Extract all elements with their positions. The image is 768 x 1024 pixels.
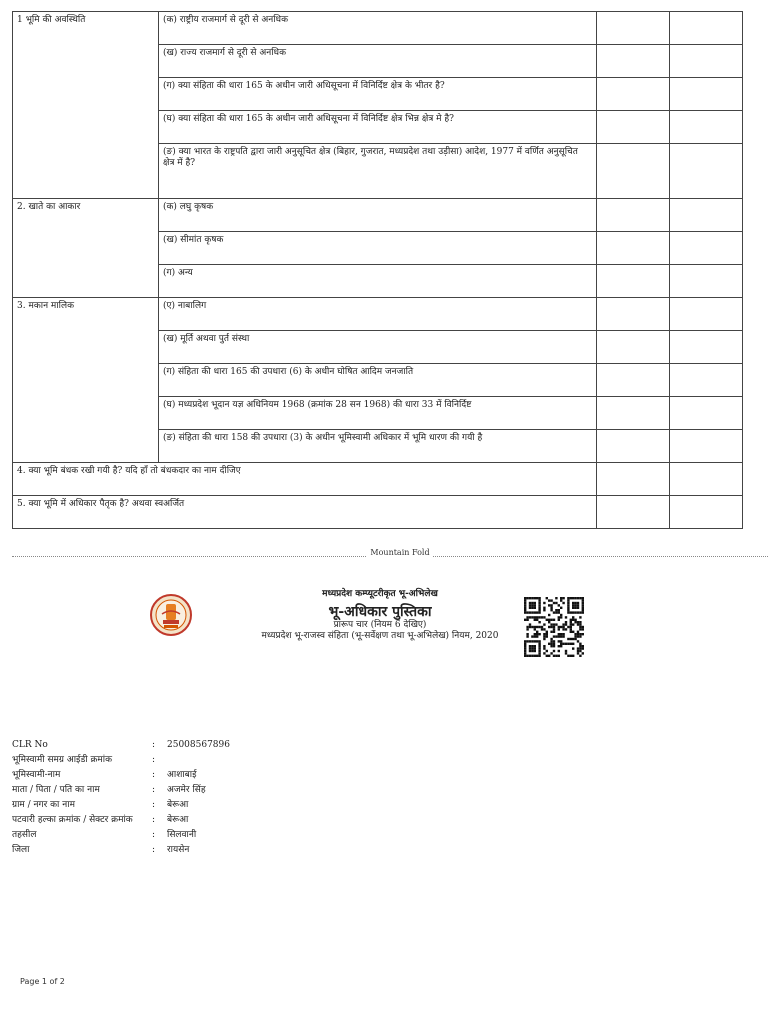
blank-cell bbox=[670, 397, 743, 430]
section-label: 3. मकान मालिक bbox=[13, 298, 159, 463]
detail-value: सिलवानी bbox=[167, 830, 197, 840]
blank-cell bbox=[670, 430, 743, 463]
blank-cell bbox=[597, 232, 670, 265]
detail-colon: : bbox=[152, 815, 156, 825]
section-label: 1 भूमि की अवस्थिति bbox=[13, 12, 159, 199]
blank-cell bbox=[670, 111, 743, 144]
option-cell: (ख) राज्य राजमार्ग से दूरी से अनधिक bbox=[159, 45, 597, 78]
option-cell: (ग) अन्य bbox=[159, 265, 597, 298]
detail-row bbox=[12, 843, 512, 858]
detail-colon: : bbox=[152, 770, 156, 780]
option-cell: (ग) क्या संहिता की धारा 165 के अधीन जारी अधिसूचना में विनिर्दिष्ट क्षेत्र के भीतर है? bbox=[159, 78, 597, 111]
option-cell: (ख) मूर्ति अथवा पुर्त संस्था bbox=[159, 331, 597, 364]
header-org: मध्यप्रदेश कम्प्यूटरीकृत भू-अभिलेख bbox=[322, 589, 438, 599]
detail-row bbox=[12, 768, 512, 783]
blank-cell bbox=[670, 144, 743, 199]
section-label: 2. खाते का आकार bbox=[13, 199, 159, 298]
detail-label: तहसील bbox=[12, 830, 37, 840]
land-details-table bbox=[12, 11, 743, 529]
detail-label: भूमिस्वामी समग्र आईडी क्रमांक bbox=[12, 755, 113, 765]
blank-cell bbox=[670, 232, 743, 265]
detail-colon: : bbox=[152, 830, 156, 840]
blank-cell bbox=[670, 331, 743, 364]
blank-cell bbox=[597, 364, 670, 397]
blank-cell bbox=[597, 265, 670, 298]
table-row bbox=[13, 463, 743, 496]
blank-cell bbox=[597, 331, 670, 364]
header-rule: मध्यप्रदेश भू-राजस्व संहिता (भू-सर्वेक्षण तथा भू-अभिलेख) नियम, 2020 bbox=[261, 631, 499, 641]
blank-cell bbox=[597, 12, 670, 45]
question-cell: 5. क्या भूमि में अधिकार पैतृक है? अथवा स्वअर्जित bbox=[13, 496, 597, 529]
detail-colon: : bbox=[152, 845, 156, 855]
page-number: Page 1 of 2 bbox=[20, 977, 65, 986]
blank-cell bbox=[670, 265, 743, 298]
detail-colon: : bbox=[152, 785, 156, 795]
blank-cell bbox=[597, 144, 670, 199]
qr-code-icon bbox=[524, 597, 586, 657]
option-cell: (घ) मध्यप्रदेश भूदान यज्ञ अधिनियम 1968 (क्रमांक 28 सन 1968) की धारा 33 में विनिर्दिष्ट bbox=[159, 397, 597, 430]
blank-cell bbox=[670, 199, 743, 232]
detail-value: रायसेन bbox=[167, 845, 190, 855]
blank-cell bbox=[597, 496, 670, 529]
blank-cell bbox=[597, 45, 670, 78]
blank-cell bbox=[597, 199, 670, 232]
detail-row bbox=[12, 813, 512, 828]
detail-row bbox=[12, 738, 512, 753]
detail-row bbox=[12, 798, 512, 813]
table-row bbox=[13, 496, 743, 529]
option-cell: (ङ) संहिता की धारा 158 की उपधारा (3) के अधीन भूमिस्वामी अधिकार में भूमि धारण की गयी है bbox=[159, 430, 597, 463]
fold-label-text: Mountain Fold bbox=[367, 548, 432, 557]
question-cell: 4. क्या भूमि बंधक रखी गयी है? यदि हॉं तो बंधकदार का नाम दीजिए bbox=[13, 463, 597, 496]
owner-details bbox=[12, 738, 512, 858]
blank-cell bbox=[670, 364, 743, 397]
detail-row bbox=[12, 783, 512, 798]
blank-cell bbox=[670, 78, 743, 111]
document-header bbox=[230, 588, 530, 642]
detail-colon: : bbox=[152, 800, 156, 810]
detail-value: 25008567896 bbox=[167, 740, 230, 750]
detail-value: आशाबाई bbox=[167, 770, 197, 780]
option-cell: (ए) नाबालिग bbox=[159, 298, 597, 331]
table-row bbox=[13, 12, 743, 45]
blank-cell bbox=[597, 111, 670, 144]
option-cell: (ख) सीमांत कृषक bbox=[159, 232, 597, 265]
option-cell: (ङ) क्या भारत के राष्ट्रपति द्वारा जारी अनुसूचित क्षेत्र (बिहार, गुजरात, मध्यप्रदेश तथा उड़ीसा) आदेश, 1977 में वर्णित अनुसूचित क्षेत्र में है? bbox=[159, 144, 597, 199]
blank-cell bbox=[670, 463, 743, 496]
header-form: प्रारूप चार (नियम 6 देखिए) bbox=[333, 620, 427, 630]
blank-cell bbox=[670, 496, 743, 529]
detail-value: अजमेर सिंह bbox=[167, 785, 206, 795]
detail-label: भूमिस्वामी-नाम bbox=[12, 770, 61, 780]
detail-label: माता / पिता / पति का नाम bbox=[12, 785, 100, 795]
detail-value: बेरूआ bbox=[167, 800, 189, 810]
table-row bbox=[13, 298, 743, 331]
state-emblem-icon bbox=[150, 594, 192, 636]
blank-cell bbox=[597, 298, 670, 331]
detail-row bbox=[12, 828, 512, 843]
blank-cell bbox=[597, 397, 670, 430]
detail-label: CLR No bbox=[12, 740, 48, 750]
blank-cell bbox=[670, 45, 743, 78]
detail-label: पटवारी हल्का क्रमांक / सेक्टर क्रमांक bbox=[12, 815, 133, 825]
detail-value: बेरूआ bbox=[167, 815, 189, 825]
option-cell: (ग) संहिता की धारा 165 की उपधारा (6) के अधीन घोषित आदिम जनजाति bbox=[159, 364, 597, 397]
fold-label bbox=[0, 548, 768, 557]
blank-cell bbox=[597, 430, 670, 463]
option-cell: (क) राष्ट्रीय राजमार्ग से दूरी से अनधिक bbox=[159, 12, 597, 45]
blank-cell bbox=[670, 298, 743, 331]
option-cell: (घ) क्या संहिता की धारा 165 के अधीन जारी अधिसूचना में विनिर्दिष्ट क्षेत्र भिन्न क्षेत्र मे है? bbox=[159, 111, 597, 144]
detail-label: ग्राम / नगर का नाम bbox=[12, 800, 75, 810]
blank-cell bbox=[597, 463, 670, 496]
detail-label: जिला bbox=[12, 845, 30, 855]
detail-colon: : bbox=[152, 740, 156, 750]
detail-value bbox=[167, 753, 512, 768]
header-title: भू-अधिकार पुस्तिका bbox=[328, 604, 432, 620]
option-cell: (क) लघु कृषक bbox=[159, 199, 597, 232]
detail-colon: : bbox=[152, 755, 156, 765]
detail-row bbox=[12, 753, 512, 768]
blank-cell bbox=[670, 12, 743, 45]
blank-cell bbox=[597, 78, 670, 111]
table-row bbox=[13, 199, 743, 232]
